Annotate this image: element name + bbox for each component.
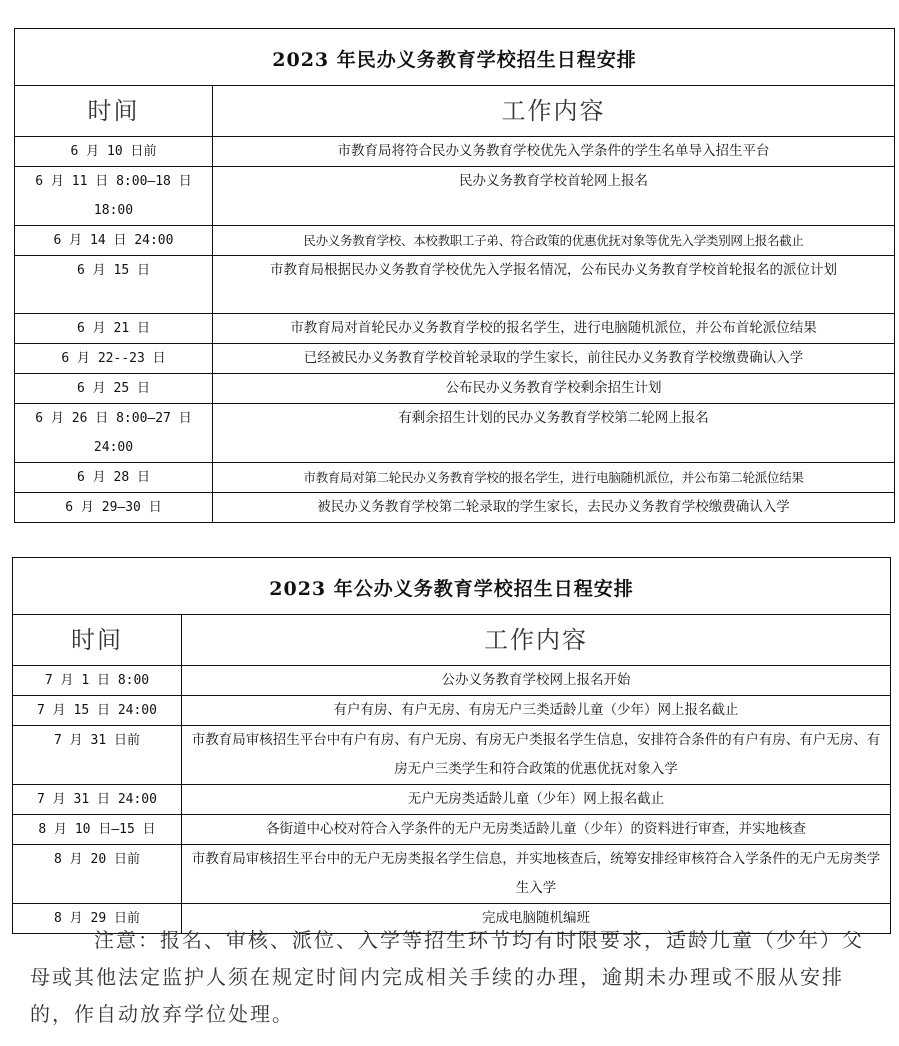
table-row (15, 463, 895, 493)
column-header-content: 工作内容 (182, 615, 891, 666)
time-cell: 6 月 28 日 (15, 463, 213, 493)
time-cell: 8 月 10 日—15 日 (13, 815, 182, 845)
column-header-content: 工作内容 (213, 86, 895, 137)
content-cell: 公办义务教育学校网上报名开始 (182, 666, 891, 696)
content-cell: 有户有房、有户无房、有房无户三类适龄儿童（少年）网上报名截止 (182, 696, 891, 726)
column-header-time: 时间 (15, 86, 213, 137)
content-cell: 民办义务教育学校、本校教职工子弟、符合政策的优惠优抚对象等优先入学类别网上报名截止 (213, 226, 895, 256)
content-cell: 市教育局将符合民办义务教育学校优先入学条件的学生名单导入招生平台 (213, 137, 895, 167)
content-cell: 市教育局审核招生平台中有户有房、有户无房、有房无户类报名学生信息，安排符合条件的有户有房、有户无房、有房无户三类学生和符合政策的优惠优抚对象入学 (182, 726, 891, 785)
time-cell: 6 月 10 日前 (15, 137, 213, 167)
table-row (15, 256, 895, 314)
time-cell: 7 月 1 日 8:00 (13, 666, 182, 696)
table-row (15, 137, 895, 167)
content-cell: 已经被民办义务教育学校首轮录取的学生家长，前往民办义务教育学校缴费确认入学 (213, 344, 895, 374)
time-cell: 7 月 31 日前 (13, 726, 182, 785)
time-cell: 6 月 29—30 日 (15, 493, 213, 523)
table-row (13, 666, 891, 696)
content-cell: 各街道中心校对符合入学条件的无户无房类适龄儿童（少年）的资料进行审查，并实地核查 (182, 815, 891, 845)
table-row (15, 493, 895, 523)
time-cell: 6 月 26 日 8:00—27 日 24:00 (15, 404, 213, 463)
content-cell: 公布民办义务教育学校剩余招生计划 (213, 374, 895, 404)
table-row (15, 226, 895, 256)
time-cell: 8 月 29 日前 (13, 904, 182, 934)
content-cell: 无户无房类适龄儿童（少年）网上报名截止 (182, 785, 891, 815)
table-row (13, 815, 891, 845)
notice-text: 注意：报名、审核、派位、入学等招生环节均有时限要求，适龄儿童（少年）父母或其他法定监护人须在规定时间内完成相关手续的办理，逾期未办理或不服从安排的，作自动放弃学位处理。 (30, 928, 864, 1026)
private-school-schedule-table (14, 28, 895, 523)
table-row (13, 845, 891, 904)
table-row (13, 726, 891, 785)
time-cell: 7 月 15 日 24:00 (13, 696, 182, 726)
content-cell: 民办义务教育学校首轮网上报名 (213, 167, 895, 226)
content-cell: 市教育局对第二轮民办义务教育学校的报名学生，进行电脑随机派位，并公布第二轮派位结果 (213, 463, 895, 493)
time-cell: 6 月 21 日 (15, 314, 213, 344)
table-title: 2023 年公办义务教育学校招生日程安排 (13, 558, 891, 615)
table-title: 2023 年民办义务教育学校招生日程安排 (15, 29, 895, 86)
time-cell: 7 月 31 日 24:00 (13, 785, 182, 815)
content-cell: 完成电脑随机编班 (182, 904, 891, 934)
column-header-time: 时间 (13, 615, 182, 666)
public-school-schedule-table (12, 557, 891, 934)
content-cell: 有剩余招生计划的民办义务教育学校第二轮网上报名 (213, 404, 895, 463)
content-cell: 市教育局根据民办义务教育学校优先入学报名情况，公布民办义务教育学校首轮报名的派位计划 (213, 256, 895, 314)
table-row (15, 314, 895, 344)
table-row (13, 696, 891, 726)
table-row (15, 374, 895, 404)
table-row (15, 167, 895, 226)
time-cell: 6 月 11 日 8:00—18 日 18:00 (15, 167, 213, 226)
table-row (13, 785, 891, 815)
time-cell: 6 月 15 日 (15, 256, 213, 314)
time-cell: 8 月 20 日前 (13, 845, 182, 904)
content-cell: 市教育局审核招生平台中的无户无房类报名学生信息，并实地核查后，统筹安排经审核符合入学条件的无户无房类学生入学 (182, 845, 891, 904)
time-cell: 6 月 14 日 24:00 (15, 226, 213, 256)
content-cell: 市教育局对首轮民办义务教育学校的报名学生，进行电脑随机派位，并公布首轮派位结果 (213, 314, 895, 344)
table-row (15, 344, 895, 374)
content-cell: 被民办义务教育学校第二轮录取的学生家长，去民办义务教育学校缴费确认入学 (213, 493, 895, 523)
table-row (15, 404, 895, 463)
time-cell: 6 月 22--23 日 (15, 344, 213, 374)
time-cell: 6 月 25 日 (15, 374, 213, 404)
notice-paragraph (30, 922, 870, 1033)
